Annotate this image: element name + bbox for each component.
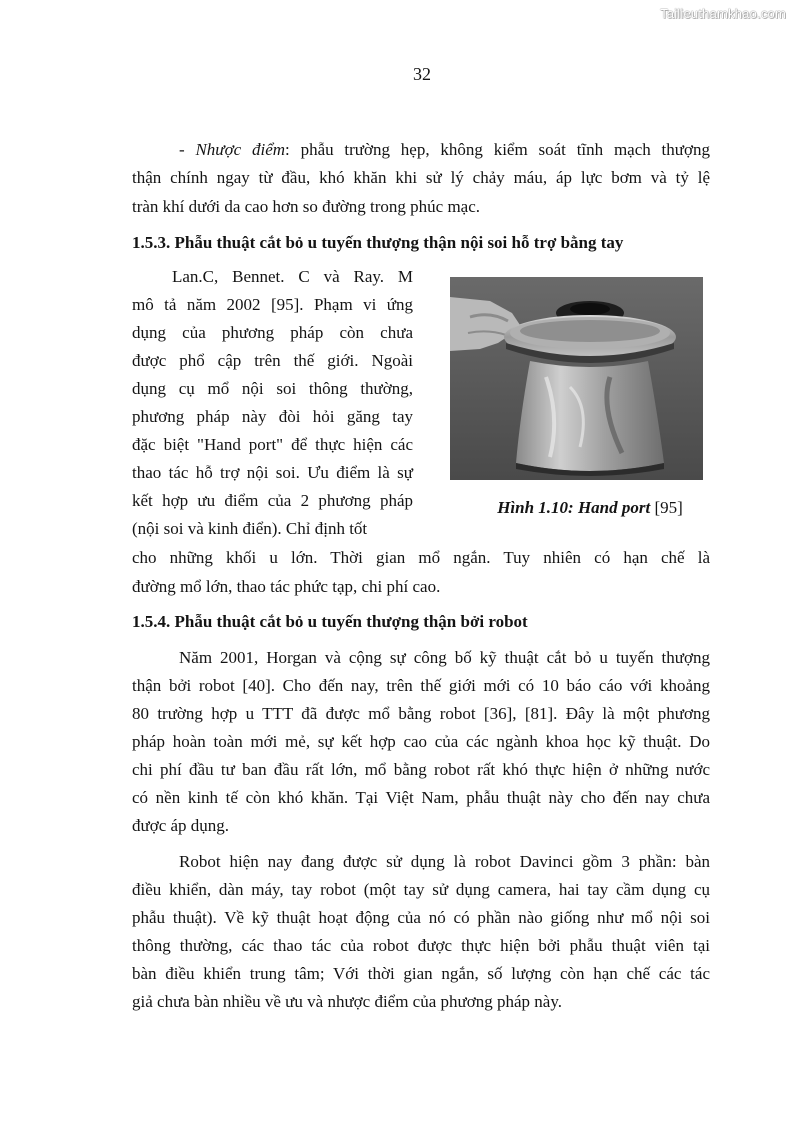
disadvantage-line-1: - Nhược điểm: phẫu trường hẹp, không kiểm soát tĩnh mạch thượng <box>179 140 710 159</box>
section-153-line: kết hợp ưu điểm của 2 phương pháp <box>132 491 413 510</box>
hand-port-photo <box>450 277 703 480</box>
section-153-line: đặc biệt "Hand port" để thực hiện các <box>132 435 413 454</box>
section-154-para1-line: Năm 2001, Horgan và cộng sự công bố kỹ thuật cắt bỏ u tuyến thượng <box>179 648 710 667</box>
section-154-para1-line: 80 trường hợp u TTT đã được mổ bằng robot [36], [81]. Đây là một phương <box>132 704 710 723</box>
section-154-para2-line: phẫu thuật). Về kỹ thuật hoạt động của nó có phần nào giống như mổ nội soi <box>132 908 710 927</box>
figure-caption <box>450 497 730 519</box>
section-153-line: dụng cụ mổ nội soi thông thường, <box>132 379 413 398</box>
section-153-line: mô tả năm 2002 [95]. Phạm vi ứng <box>132 295 413 314</box>
section-153-full-line: đường mổ lớn, thao tác phức tạp, chi phí cao. <box>132 577 441 596</box>
section-153-line: được phổ cập trên thế giới. Ngoài <box>132 351 413 370</box>
section-heading-153: 1.5.3. Phẫu thuật cắt bỏ u tuyến thượng thận nội soi hỗ trợ bằng tay <box>132 233 624 252</box>
section-154-para2-line: điều khiển, dàn máy, tay robot (một tay sử dụng camera, hai tay cầm dụng cụ <box>132 880 710 899</box>
hand-port-image <box>450 277 703 480</box>
disadvantage-label: Nhược điểm <box>195 140 286 159</box>
disadvantage-line-3: tràn khí dưới da cao hơn so đường trong phúc mạc. <box>132 197 481 216</box>
disadvantage-line-2: thận chính ngay từ đầu, khó khăn khi sử lý chảy máu, áp lực bơm và tỷ lệ <box>132 168 710 187</box>
page-number: 32 <box>413 64 431 84</box>
section-153-line: thao tác hỗ trợ nội soi. Ưu điểm là sự <box>132 463 413 482</box>
section-153-line: dụng của phương pháp còn chưa <box>132 323 413 342</box>
section-154-para1-line: chi phí đầu tư ban đầu rất lớn, mổ bằng robot rất khó thực hiện ở những nước <box>132 760 710 779</box>
section-154-para2-line: thông thường, các thao tác của robot được thực hiện bởi phẫu thuật viên tại <box>132 936 710 955</box>
section-154-para2-line: giả chưa bàn nhiều về ưu và nhược điểm của phương pháp này. <box>132 992 562 1011</box>
section-154-para2-line: Robot hiện nay đang được sử dụng là robot Davinci gồm 3 phần: bàn <box>179 852 710 871</box>
section-154-para1-line: có nền kinh tế còn khó khăn. Tại Việt Nam, phẫu thuật này cho đến nay chưa <box>132 788 710 807</box>
section-heading-154: 1.5.4. Phẫu thuật cắt bỏ u tuyến thượng thận bởi robot <box>132 612 528 631</box>
section-154-para1-line: được áp dụng. <box>132 816 230 835</box>
section-154-para1-line: pháp hoàn toàn mới mẻ, sự kết hợp cao của các ngành khoa học kỹ thuật. Do <box>132 732 710 751</box>
section-154-para2-line: bàn điều khiển trung tâm; Với thời gian ngắn, số lượng còn hạn chế các tác <box>132 964 710 983</box>
section-153-line: phương pháp này đòi hỏi găng tay <box>132 407 413 426</box>
section-153-full-line: cho những khối u lớn. Thời gian mổ ngắn. Tuy nhiên có hạn chế là <box>132 548 710 567</box>
section-154-para1-line: thận bởi robot [40]. Cho đến nay, trên thế giới mới có 10 báo cáo với khoảng <box>132 676 710 695</box>
figure-caption-label: Hình 1.10: Hand port <box>497 498 651 517</box>
section-153-line: (nội soi và kinh điển). Chỉ định tốt <box>132 519 368 538</box>
watermark: Tailieuthamkhao.com <box>660 6 786 21</box>
section-153-line: Lan.C, Bennet. C và Ray. M <box>172 267 413 286</box>
figure-caption-ref: [95] <box>650 498 683 517</box>
